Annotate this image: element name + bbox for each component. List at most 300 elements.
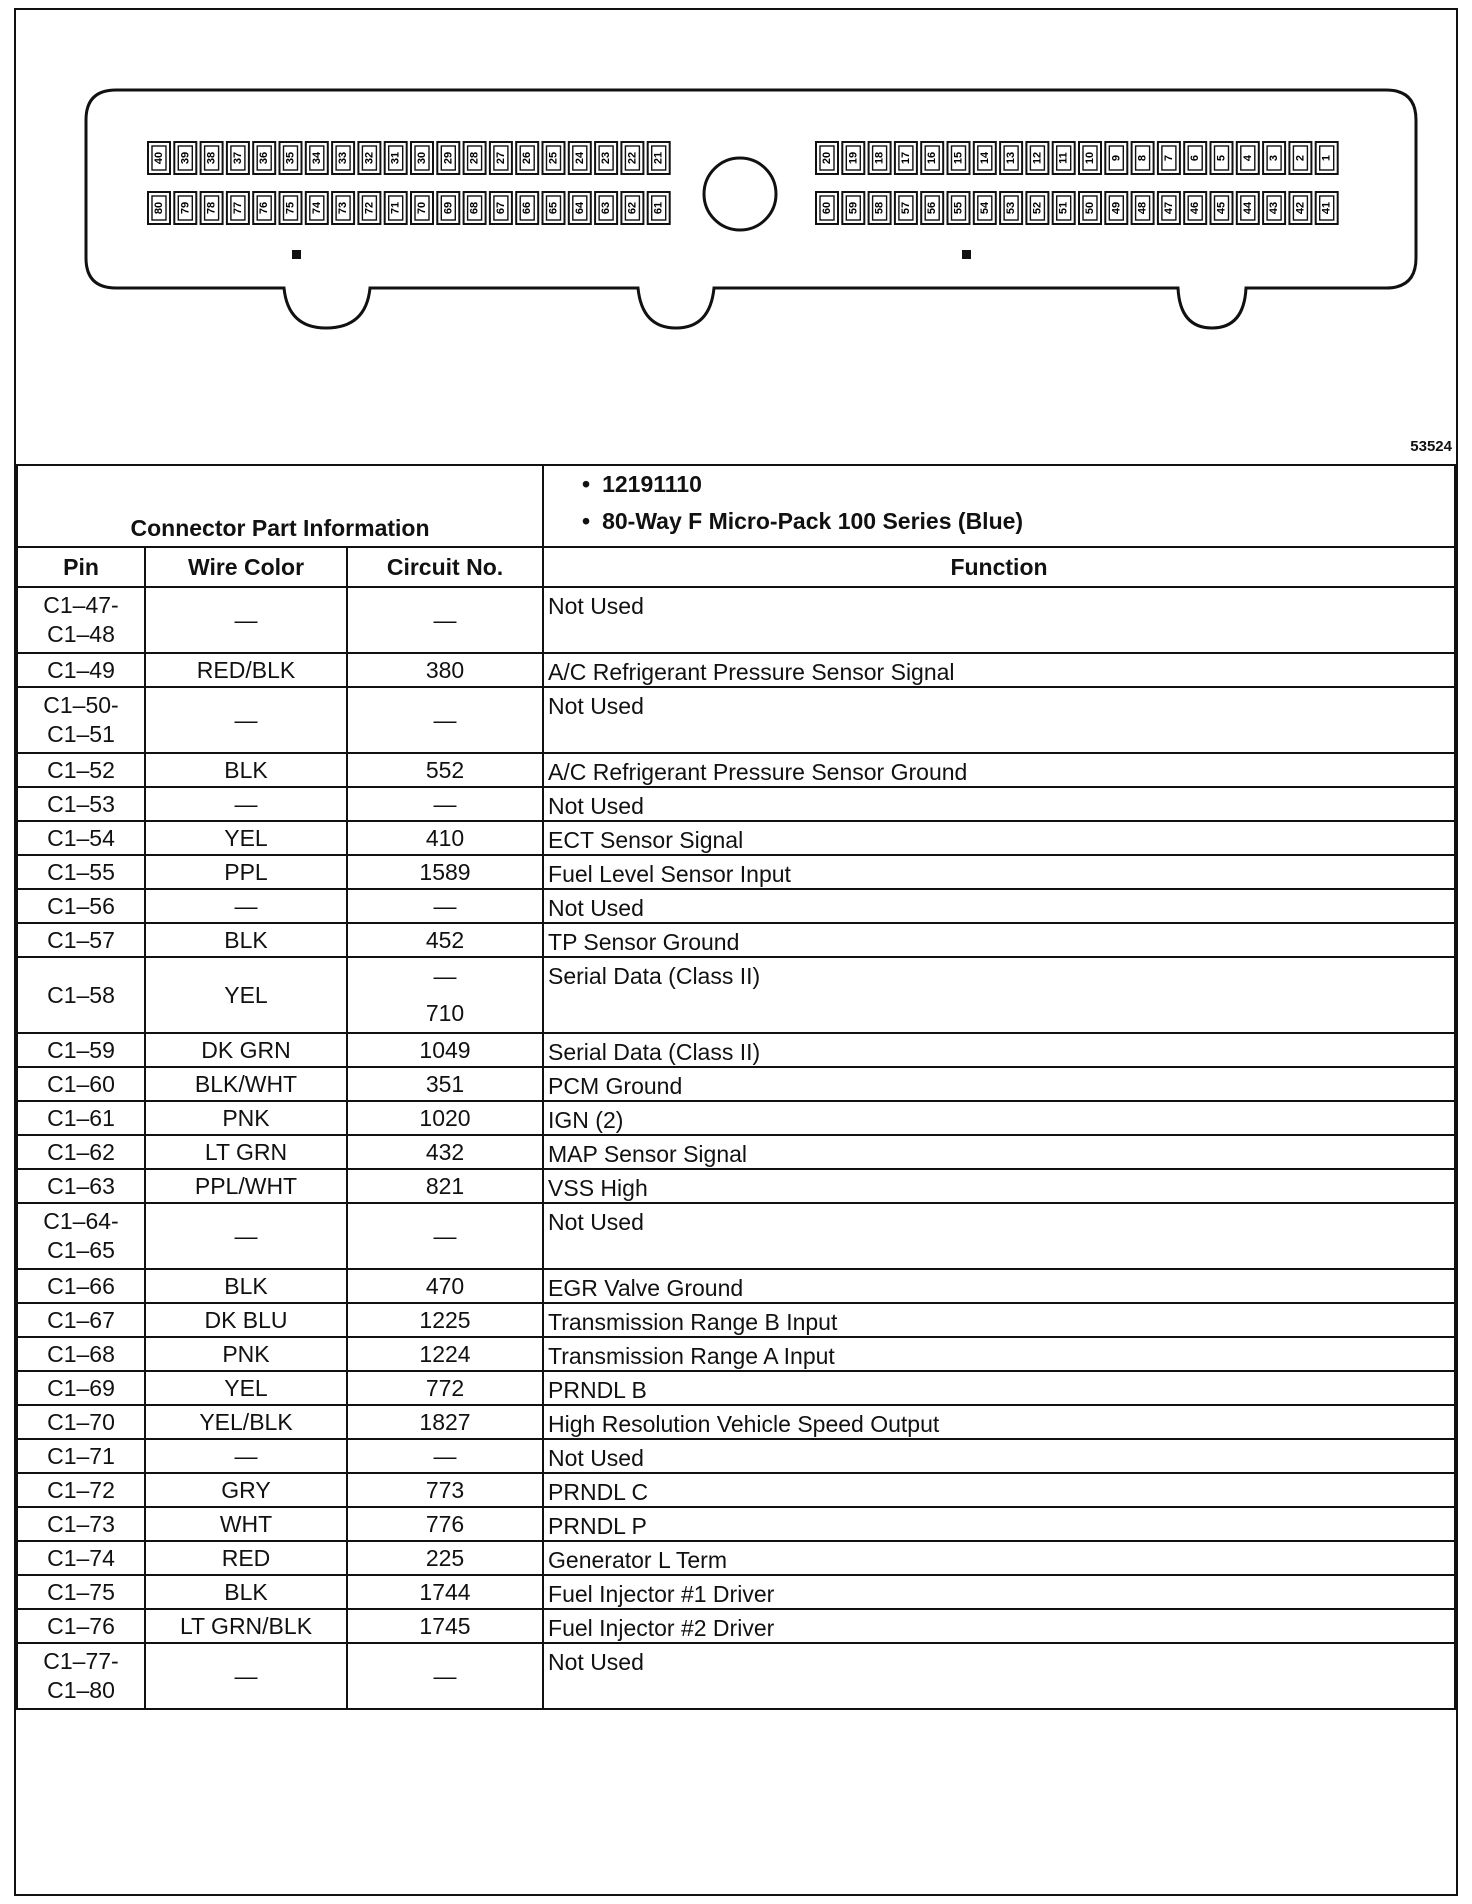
pin-cavity bbox=[1289, 142, 1311, 174]
pin-cavity bbox=[648, 192, 670, 224]
pin-cavity bbox=[895, 142, 917, 174]
pin-number-label: 74 bbox=[310, 201, 323, 215]
pin-cavity bbox=[816, 142, 838, 174]
pin-number-label: 53 bbox=[1005, 201, 1018, 215]
pin-number-label: 27 bbox=[494, 151, 507, 165]
table-row bbox=[17, 821, 1455, 855]
pin-cell: C1–73 bbox=[17, 1507, 145, 1541]
table-row bbox=[17, 889, 1455, 923]
pin-number-label: 15 bbox=[952, 151, 965, 165]
wire-color-cell: DK BLU bbox=[145, 1303, 347, 1337]
function-cell: A/C Refrigerant Pressure Sensor Signal bbox=[543, 653, 1455, 687]
pin-number-label: 19 bbox=[847, 151, 860, 165]
pin-number-label: 25 bbox=[547, 151, 560, 165]
pin-number-label: 35 bbox=[284, 151, 297, 165]
pin-cavity bbox=[1184, 192, 1206, 224]
table-row bbox=[17, 653, 1455, 687]
col-header-circuit: Circuit No. bbox=[347, 547, 543, 587]
pin-number-label: 77 bbox=[231, 201, 244, 215]
pin-cavity bbox=[464, 142, 486, 174]
locator-dot-left bbox=[292, 250, 301, 259]
pin-number-label: 42 bbox=[1294, 201, 1307, 215]
circuit-number-cell: — bbox=[347, 1203, 543, 1269]
pin-number-label: 75 bbox=[284, 201, 297, 215]
circuit-number-cell: — bbox=[347, 687, 543, 753]
pin-cell: C1–71 bbox=[17, 1439, 145, 1473]
function-cell: PRNDL P bbox=[543, 1507, 1455, 1541]
function-cell: Transmission Range A Input bbox=[543, 1337, 1455, 1371]
circuit-number-cell: 1224 bbox=[347, 1337, 543, 1371]
locator-dot-right bbox=[962, 250, 971, 259]
pin-cavity bbox=[280, 192, 302, 224]
circuit-number-cell: — 710 bbox=[347, 957, 543, 1033]
circuit-number-cell: 552 bbox=[347, 753, 543, 787]
pin-cavity bbox=[1079, 192, 1101, 224]
function-cell: Not Used bbox=[543, 587, 1455, 653]
part-description: • 80-Way F Micro-Pack 100 Series (Blue) bbox=[582, 503, 1450, 540]
pin-cavity bbox=[948, 142, 970, 174]
function-cell: EGR Valve Ground bbox=[543, 1269, 1455, 1303]
pin-cavity bbox=[1237, 192, 1259, 224]
pin-number-label: 11 bbox=[1057, 152, 1070, 164]
pin-number-label: 26 bbox=[521, 151, 534, 165]
pin-number-label: 9 bbox=[1110, 154, 1123, 162]
pin-number-label: 31 bbox=[389, 151, 402, 165]
pin-cavity bbox=[174, 192, 196, 224]
pin-cell: C1–72 bbox=[17, 1473, 145, 1507]
pin-cavity bbox=[1263, 142, 1285, 174]
wire-color-cell: LT GRN bbox=[145, 1135, 347, 1169]
pin-cavity bbox=[437, 192, 459, 224]
table-row bbox=[17, 1541, 1455, 1575]
circuit-number-cell: — bbox=[347, 1643, 543, 1709]
pin-cavity bbox=[595, 192, 617, 224]
table-row bbox=[17, 1067, 1455, 1101]
pin-number-label: 59 bbox=[847, 201, 860, 215]
pin-cavity bbox=[1237, 142, 1259, 174]
table-row bbox=[17, 1507, 1455, 1541]
pin-cavity bbox=[974, 192, 996, 224]
pin-cavity bbox=[490, 142, 512, 174]
pin-number-label: 1 bbox=[1320, 154, 1333, 162]
table-row bbox=[17, 1033, 1455, 1067]
pin-cavity bbox=[595, 142, 617, 174]
pin-number-label: 38 bbox=[205, 151, 218, 165]
pin-cavity bbox=[253, 142, 275, 174]
pin-cavity bbox=[411, 192, 433, 224]
table-row bbox=[17, 587, 1455, 653]
pin-cell: C1–62 bbox=[17, 1135, 145, 1169]
pin-cavity bbox=[516, 142, 538, 174]
pin-cavity bbox=[1105, 192, 1127, 224]
table-row bbox=[17, 957, 1455, 1033]
pin-number-label: 66 bbox=[521, 201, 534, 215]
table-row bbox=[17, 855, 1455, 889]
wire-color-cell: BLK bbox=[145, 1269, 347, 1303]
pin-cavity bbox=[621, 142, 643, 174]
pin-cell: C1–59 bbox=[17, 1033, 145, 1067]
pin-cavity bbox=[332, 192, 354, 224]
circuit-number-cell: 821 bbox=[347, 1169, 543, 1203]
pin-number-label: 63 bbox=[600, 201, 613, 215]
pin-cell: C1–66 bbox=[17, 1269, 145, 1303]
pin-cavity bbox=[569, 142, 591, 174]
pin-number-label: 44 bbox=[1241, 201, 1254, 215]
pin-cavity bbox=[464, 192, 486, 224]
pin-cell: C1–55 bbox=[17, 855, 145, 889]
connector-diagram bbox=[16, 10, 1456, 466]
wire-color-cell: — bbox=[145, 587, 347, 653]
pin-cell: C1–68 bbox=[17, 1337, 145, 1371]
pin-cell: C1–53 bbox=[17, 787, 145, 821]
function-cell: TP Sensor Ground bbox=[543, 923, 1455, 957]
pin-number-label: 39 bbox=[179, 151, 192, 165]
pin-cavity bbox=[358, 192, 380, 224]
pin-number-label: 21 bbox=[652, 151, 665, 165]
pin-number-label: 32 bbox=[363, 151, 376, 165]
wire-color-cell: BLK bbox=[145, 923, 347, 957]
function-cell: MAP Sensor Signal bbox=[543, 1135, 1455, 1169]
pin-cell: C1–58 bbox=[17, 957, 145, 1033]
pin-number-label: 72 bbox=[363, 201, 376, 215]
function-cell: Transmission Range B Input bbox=[543, 1303, 1455, 1337]
pin-cell: C1–54 bbox=[17, 821, 145, 855]
pin-number-label: 14 bbox=[978, 151, 991, 165]
circuit-number-cell: 380 bbox=[347, 653, 543, 687]
pin-number-label: 36 bbox=[258, 151, 271, 165]
pin-number-label: 64 bbox=[573, 201, 586, 215]
wire-color-cell: PNK bbox=[145, 1101, 347, 1135]
pin-cavity bbox=[174, 142, 196, 174]
pin-cavity bbox=[1053, 192, 1075, 224]
circuit-number-cell: 772 bbox=[347, 1371, 543, 1405]
pin-cavity bbox=[869, 142, 891, 174]
pin-cavity bbox=[569, 192, 591, 224]
wire-color-cell: PPL bbox=[145, 855, 347, 889]
pin-cavity bbox=[148, 192, 170, 224]
table-row bbox=[17, 753, 1455, 787]
function-cell: Fuel Level Sensor Input bbox=[543, 855, 1455, 889]
connector-sheet bbox=[14, 8, 1458, 1896]
pin-number-label: 28 bbox=[468, 151, 481, 165]
pin-cavity bbox=[1000, 192, 1022, 224]
table-row bbox=[17, 923, 1455, 957]
pin-cavity bbox=[1158, 192, 1180, 224]
pin-cell: C1–76 bbox=[17, 1609, 145, 1643]
wire-color-cell: — bbox=[145, 687, 347, 753]
pin-cavity bbox=[1316, 142, 1338, 174]
pin-cell: C1–63 bbox=[17, 1169, 145, 1203]
pin-cavity bbox=[385, 142, 407, 174]
wire-color-cell: — bbox=[145, 889, 347, 923]
function-cell: Not Used bbox=[543, 687, 1455, 753]
function-cell: Serial Data (Class II) bbox=[543, 957, 1455, 1033]
pin-cavity bbox=[1000, 142, 1022, 174]
wire-color-cell: BLK/WHT bbox=[145, 1067, 347, 1101]
wire-color-cell: PNK bbox=[145, 1337, 347, 1371]
circuit-number-cell: — bbox=[347, 1439, 543, 1473]
circuit-number-cell: 1827 bbox=[347, 1405, 543, 1439]
pin-table-body bbox=[17, 587, 1455, 1709]
wire-color-cell: — bbox=[145, 1439, 347, 1473]
wire-color-cell: BLK bbox=[145, 753, 347, 787]
pin-cavity bbox=[201, 192, 223, 224]
pin-number-label: 50 bbox=[1084, 201, 1096, 215]
pin-number-label: 43 bbox=[1268, 201, 1281, 215]
connector-face-illustration bbox=[16, 10, 1456, 464]
pin-number-label: 13 bbox=[1005, 151, 1018, 165]
pin-number-label: 54 bbox=[978, 201, 991, 215]
pin-number-label: 58 bbox=[873, 201, 886, 215]
pin-number-label: 10 bbox=[1084, 151, 1096, 165]
wire-color-cell: WHT bbox=[145, 1507, 347, 1541]
pin-cavity bbox=[621, 192, 643, 224]
function-cell: PRNDL C bbox=[543, 1473, 1455, 1507]
part-info-row bbox=[17, 465, 1455, 547]
pin-number-label: 57 bbox=[899, 201, 912, 215]
pin-cavity bbox=[306, 142, 328, 174]
pin-number-label: 18 bbox=[873, 151, 886, 165]
function-cell: IGN (2) bbox=[543, 1101, 1455, 1135]
table-row bbox=[17, 1269, 1455, 1303]
circuit-number-cell: 1589 bbox=[347, 855, 543, 889]
pin-number-label: 71 bbox=[389, 201, 402, 215]
pin-number-label: 69 bbox=[442, 201, 455, 215]
function-cell: Not Used bbox=[543, 1643, 1455, 1709]
pin-cell: C1–49 bbox=[17, 653, 145, 687]
pin-cell: C1–67 bbox=[17, 1303, 145, 1337]
pin-cavity bbox=[332, 142, 354, 174]
pin-number-label: 37 bbox=[231, 151, 244, 165]
part-number: • 12191110 bbox=[582, 466, 1450, 503]
wire-color-cell: LT GRN/BLK bbox=[145, 1609, 347, 1643]
pin-cavity bbox=[201, 142, 223, 174]
pin-number-label: 23 bbox=[600, 151, 613, 165]
pin-cell: C1–69 bbox=[17, 1371, 145, 1405]
pin-number-label: 34 bbox=[310, 151, 323, 165]
circuit-number-cell: 351 bbox=[347, 1067, 543, 1101]
table-row bbox=[17, 787, 1455, 821]
table-row bbox=[17, 1135, 1455, 1169]
pin-cell: C1–60 bbox=[17, 1067, 145, 1101]
pin-cavity bbox=[306, 192, 328, 224]
function-cell: Not Used bbox=[543, 1203, 1455, 1269]
col-header-function: Function bbox=[543, 547, 1455, 587]
pin-cavity bbox=[227, 142, 249, 174]
wire-color-cell: RED bbox=[145, 1541, 347, 1575]
circuit-number-cell: — bbox=[347, 787, 543, 821]
function-cell: PCM Ground bbox=[543, 1067, 1455, 1101]
pin-number-label: 3 bbox=[1268, 154, 1281, 162]
pin-cell: C1–77- C1–80 bbox=[17, 1643, 145, 1709]
wire-color-cell: YEL bbox=[145, 957, 347, 1033]
pin-number-label: 70 bbox=[416, 201, 428, 215]
pin-cell: C1–75 bbox=[17, 1575, 145, 1609]
circuit-number-cell: 1744 bbox=[347, 1575, 543, 1609]
pin-number-label: 60 bbox=[821, 201, 833, 215]
pin-number-label: 4 bbox=[1241, 154, 1254, 162]
circuit-number-cell: 773 bbox=[347, 1473, 543, 1507]
table-row bbox=[17, 1473, 1455, 1507]
circuit-number-cell: — bbox=[347, 889, 543, 923]
pin-cell: C1–47- C1–48 bbox=[17, 587, 145, 653]
circuit-number-cell: 452 bbox=[347, 923, 543, 957]
pin-number-label: 48 bbox=[1136, 201, 1149, 215]
function-cell: Not Used bbox=[543, 787, 1455, 821]
circuit-number-cell: 1745 bbox=[347, 1609, 543, 1643]
pin-cavity bbox=[1132, 192, 1154, 224]
circuit-number-cell: 1049 bbox=[347, 1033, 543, 1067]
wire-color-cell: YEL/BLK bbox=[145, 1405, 347, 1439]
col-header-pin: Pin bbox=[17, 547, 145, 587]
pin-cavity bbox=[1289, 192, 1311, 224]
pin-number-label: 49 bbox=[1110, 201, 1123, 215]
pin-cavity bbox=[648, 142, 670, 174]
pin-cavity bbox=[842, 142, 864, 174]
pin-number-label: 78 bbox=[205, 201, 218, 215]
pin-cavity bbox=[895, 192, 917, 224]
pin-cavity bbox=[1316, 192, 1338, 224]
function-cell: Generator L Term bbox=[543, 1541, 1455, 1575]
pin-cell: C1–61 bbox=[17, 1101, 145, 1135]
pin-cavity bbox=[1132, 142, 1154, 174]
pin-number-label: 76 bbox=[258, 201, 271, 215]
pin-cavity bbox=[253, 192, 275, 224]
function-cell: VSS High bbox=[543, 1169, 1455, 1203]
pin-number-label: 6 bbox=[1189, 154, 1202, 162]
pin-cell: C1–57 bbox=[17, 923, 145, 957]
column-header-row bbox=[17, 547, 1455, 587]
pin-cavity bbox=[1158, 142, 1180, 174]
pin-cavity bbox=[921, 192, 943, 224]
wire-color-cell: — bbox=[145, 787, 347, 821]
function-cell: Not Used bbox=[543, 1439, 1455, 1473]
table-row bbox=[17, 1609, 1455, 1643]
pin-number-label: 7 bbox=[1162, 154, 1175, 162]
function-cell: A/C Refrigerant Pressure Sensor Ground bbox=[543, 753, 1455, 787]
pin-number-label: 8 bbox=[1136, 154, 1149, 162]
table-row bbox=[17, 1203, 1455, 1269]
figure-number: 53524 bbox=[1410, 438, 1452, 455]
wire-color-cell: DK GRN bbox=[145, 1033, 347, 1067]
wire-color-cell: GRY bbox=[145, 1473, 347, 1507]
pin-number-label: 73 bbox=[337, 201, 350, 215]
pin-cell: C1–74 bbox=[17, 1541, 145, 1575]
part-info-details bbox=[543, 465, 1455, 547]
pin-cavity bbox=[490, 192, 512, 224]
pin-cavity-rows bbox=[148, 142, 1338, 224]
pin-number-label: 56 bbox=[926, 201, 939, 215]
pin-cavity bbox=[1184, 142, 1206, 174]
col-header-wire-color: Wire Color bbox=[145, 547, 347, 587]
circuit-number-cell: 225 bbox=[347, 1541, 543, 1575]
pin-cavity bbox=[1026, 142, 1048, 174]
pin-number-label: 45 bbox=[1215, 201, 1228, 215]
pin-number-label: 22 bbox=[626, 151, 639, 165]
pin-cavity bbox=[358, 142, 380, 174]
circuit-number-cell: 470 bbox=[347, 1269, 543, 1303]
function-cell: Fuel Injector #1 Driver bbox=[543, 1575, 1455, 1609]
pin-number-label: 20 bbox=[821, 151, 833, 165]
pin-number-label: 55 bbox=[952, 201, 965, 215]
pin-cavity bbox=[385, 192, 407, 224]
pin-table bbox=[16, 464, 1456, 1710]
pin-cavity bbox=[948, 192, 970, 224]
pin-number-label: 12 bbox=[1031, 151, 1044, 165]
pin-cavity bbox=[411, 142, 433, 174]
pin-cavity bbox=[1105, 142, 1127, 174]
table-row bbox=[17, 1405, 1455, 1439]
pin-cavity bbox=[1026, 192, 1048, 224]
pin-number-label: 33 bbox=[337, 151, 350, 165]
pin-number-label: 24 bbox=[573, 151, 586, 165]
circuit-number-cell: 432 bbox=[347, 1135, 543, 1169]
pin-cavity bbox=[816, 192, 838, 224]
table-row bbox=[17, 687, 1455, 753]
pin-number-label: 2 bbox=[1294, 154, 1307, 162]
pin-number-label: 29 bbox=[442, 151, 455, 165]
wire-color-cell: PPL/WHT bbox=[145, 1169, 347, 1203]
table-row bbox=[17, 1303, 1455, 1337]
circuit-number-cell: — bbox=[347, 587, 543, 653]
pin-number-label: 79 bbox=[179, 201, 192, 215]
pin-number-label: 5 bbox=[1215, 154, 1228, 162]
circuit-number-cell: 1225 bbox=[347, 1303, 543, 1337]
pin-number-label: 65 bbox=[547, 201, 560, 215]
function-cell: Fuel Injector #2 Driver bbox=[543, 1609, 1455, 1643]
pin-number-label: 62 bbox=[626, 201, 639, 215]
pin-cavity bbox=[437, 142, 459, 174]
table-row bbox=[17, 1371, 1455, 1405]
pin-cavity bbox=[1211, 192, 1233, 224]
table-row bbox=[17, 1439, 1455, 1473]
pin-cavity bbox=[227, 192, 249, 224]
circuit-number-cell: 776 bbox=[347, 1507, 543, 1541]
pin-cell: C1–50- C1–51 bbox=[17, 687, 145, 753]
pin-cavity bbox=[1079, 142, 1101, 174]
table-row bbox=[17, 1337, 1455, 1371]
pin-number-label: 16 bbox=[926, 151, 939, 165]
pin-cavity bbox=[1053, 142, 1075, 174]
function-cell: Not Used bbox=[543, 889, 1455, 923]
pin-number-label: 46 bbox=[1189, 201, 1202, 215]
pin-cavity bbox=[148, 142, 170, 174]
function-cell: ECT Sensor Signal bbox=[543, 821, 1455, 855]
pin-cell: C1–70 bbox=[17, 1405, 145, 1439]
function-cell: High Resolution Vehicle Speed Output bbox=[543, 1405, 1455, 1439]
table-row bbox=[17, 1643, 1455, 1709]
part-info-label: Connector Part Information bbox=[17, 465, 543, 547]
circuit-number-cell: 410 bbox=[347, 821, 543, 855]
pin-number-label: 40 bbox=[153, 151, 165, 165]
pin-cavity bbox=[516, 192, 538, 224]
pin-number-label: 80 bbox=[153, 201, 165, 215]
latch-circle bbox=[704, 158, 776, 230]
wire-color-cell: YEL bbox=[145, 1371, 347, 1405]
pin-cell: C1–64- C1–65 bbox=[17, 1203, 145, 1269]
pin-number-label: 67 bbox=[494, 201, 507, 215]
pin-cavity bbox=[543, 192, 565, 224]
pin-cavity bbox=[280, 142, 302, 174]
wire-color-cell: — bbox=[145, 1203, 347, 1269]
wire-color-cell: RED/BLK bbox=[145, 653, 347, 687]
pin-cell: C1–56 bbox=[17, 889, 145, 923]
pin-number-label: 30 bbox=[416, 151, 428, 165]
pin-cavity bbox=[869, 192, 891, 224]
pin-number-label: 17 bbox=[899, 151, 912, 165]
pin-cell: C1–52 bbox=[17, 753, 145, 787]
function-cell: PRNDL B bbox=[543, 1371, 1455, 1405]
